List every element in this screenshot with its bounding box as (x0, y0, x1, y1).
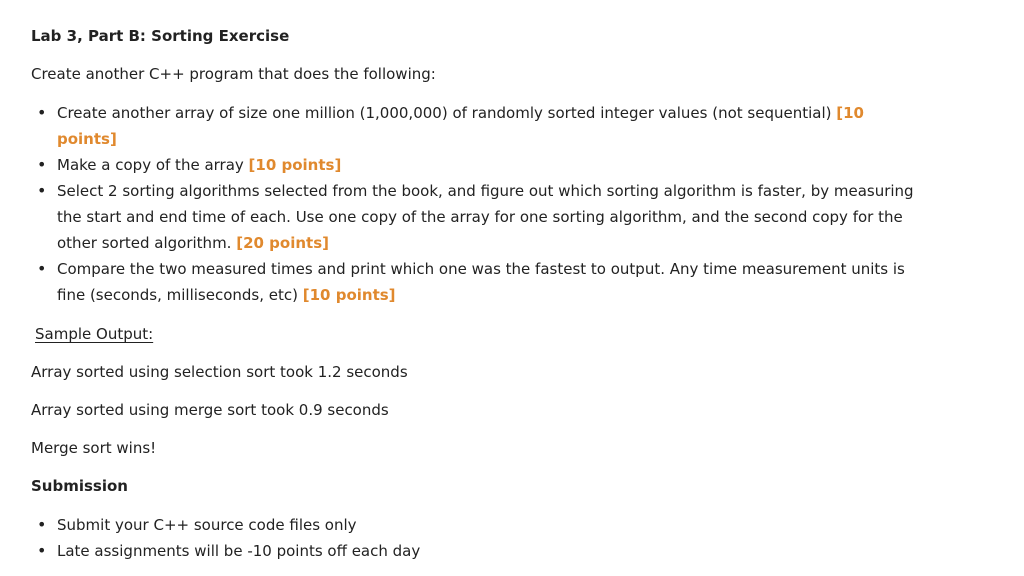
task-item (31, 152, 917, 178)
document-body (31, 24, 1011, 564)
task-text: Create another array of size one million (1,000,000) of randomly sorted integer values (not sequential) (57, 104, 837, 122)
sample-output-line: Array sorted using merge sort took 0.9 seconds (31, 401, 389, 419)
submission-item: • Submit your C++ source code files only (31, 512, 917, 538)
task-text: Make a copy of the array (57, 156, 249, 174)
task-item (31, 178, 917, 256)
task-points: [10 points] (57, 104, 864, 148)
task-points: [10 points] (302, 286, 396, 304)
intro-text: Create another C++ program that does the following: (31, 65, 436, 83)
page-title: Lab 3, Part B: Sorting Exercise (31, 27, 290, 45)
sample-output-heading: Sample Output: (35, 325, 154, 343)
task-list (31, 100, 1011, 308)
task-text: Select 2 sorting algorithms selected from the book, and figure out which sorting algorithm is faster, by measuring the start and end time of each. Use one copy of the array for one sorting algorithm, and the second copy for the other sorted algorithm. (57, 182, 914, 252)
submission-list (31, 512, 1011, 564)
task-points: [10 points] (248, 156, 342, 174)
sample-output-line: Array sorted using selection sort took 1.2 seconds (31, 363, 408, 381)
task-item (31, 256, 917, 308)
task-item (31, 100, 917, 152)
submission-heading: Submission (31, 477, 128, 495)
sample-output-line: Merge sort wins! (31, 439, 157, 457)
submission-item: • Late assignments will be -10 points off each day (31, 538, 917, 564)
task-points: [20 points] (236, 234, 329, 252)
task-text: Compare the two measured times and print which one was the fastest to output. Any time measurement units is fine (seconds, milliseconds, etc) (57, 260, 905, 304)
